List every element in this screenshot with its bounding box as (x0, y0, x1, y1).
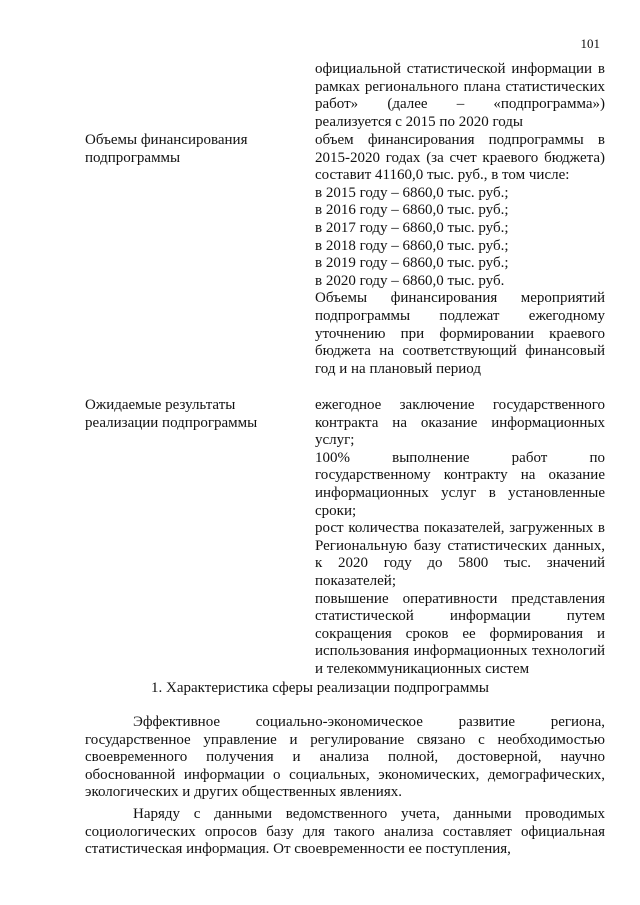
value-paragraph: повышение оперативности представления статистической информации путем сокращения сроков ее формирования и использования информационных технологий и телекоммуникационных систем (315, 590, 605, 677)
row-value (315, 61, 605, 131)
value-paragraph: официальной статистической информации в рамках регионального плана статистических работ» (далее – «подпрограмма») реализуется с 2015 по 2020 годы (315, 61, 605, 130)
value-paragraph: в 2018 году – 6860,0 тыс. руб.; (315, 237, 509, 254)
value-paragraph: в 2016 году – 6860,0 тыс. руб.; (315, 202, 509, 219)
value-paragraph: объем финансирования подпрограммы в 2015-2020 годах (за счет краевого бюджета) составит 41160,0 тыс. руб., в том числе: (315, 132, 605, 184)
value-paragraph: рост количества показателей, загруженных в Региональную базу статистических данных, к 2020 году до 5800 тыс. значений показателей; (315, 520, 605, 589)
row-value (315, 132, 605, 378)
value-paragraph: 100% выполнение работ по государственному контракту на оказание информационных услуг в установленные сроки; (315, 449, 605, 519)
row-value (315, 397, 605, 679)
body-text (85, 714, 605, 863)
row-label: Объемы финансирования подпрограммы (85, 132, 248, 166)
body-paragraph: Эффективное социально-экономическое развитие региона, государственное управление и регулирование связано с необходимостью своевременного получения и анализа полной, достоверной, научно обоснованной информации о социальных, экономических, демографических, экологических и других общественных явлениях. (85, 714, 605, 801)
body-paragraph: Наряду с данными ведомственного учета, данными проводимых социологических опросов базу для такого анализа составляет официальная статистическая информация. От своевременности ее поступления, (85, 805, 605, 858)
value-paragraph: в 2020 году – 6860,0 тыс. руб. (315, 272, 505, 289)
value-paragraph: в 2019 году – 6860,0 тыс. руб.; (315, 255, 509, 272)
value-paragraph: ежегодное заключение государственного контракта на оказание информационных услуг; (315, 397, 605, 449)
value-paragraph: в 2015 году – 6860,0 тыс. руб.; (315, 184, 509, 201)
row-label: Ожидаемые результаты реализации подпрограммы (85, 397, 258, 431)
section-heading: 1. Характеристика сферы реализации подпрограммы (151, 680, 489, 696)
value-paragraph: Объемы финансирования мероприятий подпрограммы подлежат ежегодному уточнению при формировании краевого бюджета на соответствующий финансовый год и на плановый период (315, 290, 605, 377)
value-paragraph: в 2017 году – 6860,0 тыс. руб.; (315, 219, 509, 236)
page-number: 101 (580, 36, 600, 51)
